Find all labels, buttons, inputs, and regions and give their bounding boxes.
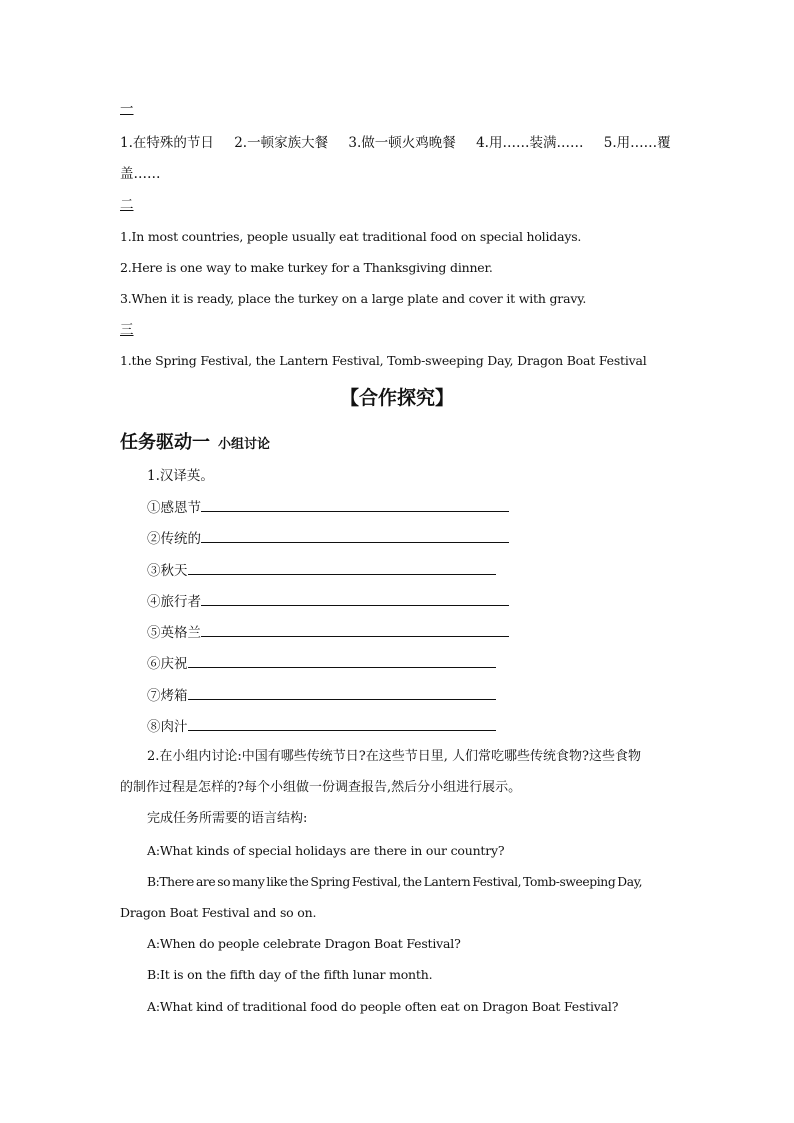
- answer-blank[interactable]: [188, 561, 496, 575]
- dialogue-line: A:What kind of traditional food do people often eat on Dragon Boat Festival?: [147, 999, 619, 1014]
- question-2-line-1: 2.在小组内讨论:中国有哪些传统节日?在这些节日里, 人们常吃哪些传统食物?这些食物: [147, 749, 641, 764]
- section-three-heading: 三: [120, 322, 134, 338]
- vocab-label: ③秋天: [147, 563, 188, 579]
- dialogue-line: A:What kinds of special holidays are there in our country?: [147, 843, 505, 858]
- vocab-label: ⑥庆祝: [147, 656, 188, 672]
- cooperation-heading: 【合作探究】: [339, 387, 454, 409]
- vocab-row: [147, 498, 509, 516]
- vocab-row: [147, 623, 509, 641]
- dialogue-line: Dragon Boat Festival and so on.: [120, 905, 317, 920]
- phrase-item-5: 5.用……覆: [603, 135, 671, 151]
- vocab-label: ①感恩节: [147, 500, 201, 516]
- vocab-row: [147, 686, 496, 704]
- vocab-row: [147, 561, 496, 579]
- answer-blank[interactable]: [201, 498, 509, 512]
- dialogue-line: B:It is on the fifth day of the fifth lunar month.: [147, 967, 433, 982]
- vocab-label: ②传统的: [147, 531, 201, 547]
- answer-blank[interactable]: [201, 529, 509, 543]
- answer-blank[interactable]: [188, 717, 496, 731]
- task-title-sub: 小组讨论: [218, 437, 271, 452]
- sentence-2: 2.Here is one way to make turkey for a Thanksgiving dinner.: [120, 260, 493, 275]
- vocab-row: [147, 654, 496, 672]
- festival-list: 1.the Spring Festival, the Lantern Festival, Tomb-sweeping Day, Dragon Boat Festival: [120, 353, 647, 368]
- question-2-line-2: 的制作过程是怎样的?每个小组做一份调查报告,然后分小组进行展示。: [120, 780, 522, 795]
- answer-blank[interactable]: [201, 623, 509, 637]
- vocab-row: [147, 717, 496, 735]
- answer-blank[interactable]: [188, 654, 496, 668]
- phrase-item-4: 4.用……装满……: [476, 135, 584, 151]
- section-two-heading: 二: [120, 197, 134, 213]
- question-1-prompt: 1.汉译英。: [147, 468, 214, 484]
- section-one-heading: 一: [120, 101, 134, 117]
- dialogue-line: B:There are so many like the Spring Festival, the Lantern Festival, Tomb-sweeping Day,: [147, 875, 643, 889]
- phrase-item-3: 3.做一顿火鸡晚餐: [348, 135, 456, 151]
- answer-blank[interactable]: [188, 686, 496, 700]
- vocab-label: ⑤英格兰: [147, 625, 201, 641]
- phrase-item-2: 2.一顿家族大餐: [234, 135, 329, 151]
- vocab-row: [147, 592, 509, 610]
- task-one-title: [120, 428, 270, 454]
- phrase-item-5-wrap: 盖……: [120, 166, 161, 182]
- vocab-label: ⑧肉汁: [147, 719, 188, 735]
- sentence-3: 3.When it is ready, place the turkey on a large plate and cover it with gravy.: [120, 291, 587, 306]
- answer-blank[interactable]: [201, 592, 509, 606]
- structure-label: 完成任务所需要的语言结构:: [147, 811, 308, 826]
- vocab-row: [147, 529, 509, 547]
- section-one-items: [120, 134, 676, 152]
- dialogue-line: A:When do people celebrate Dragon Boat Festival?: [147, 936, 461, 951]
- vocab-label: ④旅行者: [147, 594, 201, 610]
- sentence-1: 1.In most countries, people usually eat traditional food on special holidays.: [120, 229, 582, 244]
- vocab-label: ⑦烤箱: [147, 688, 188, 704]
- task-title-main: 任务驱动一: [120, 432, 210, 453]
- phrase-item-1: 1.在特殊的节日: [120, 135, 214, 151]
